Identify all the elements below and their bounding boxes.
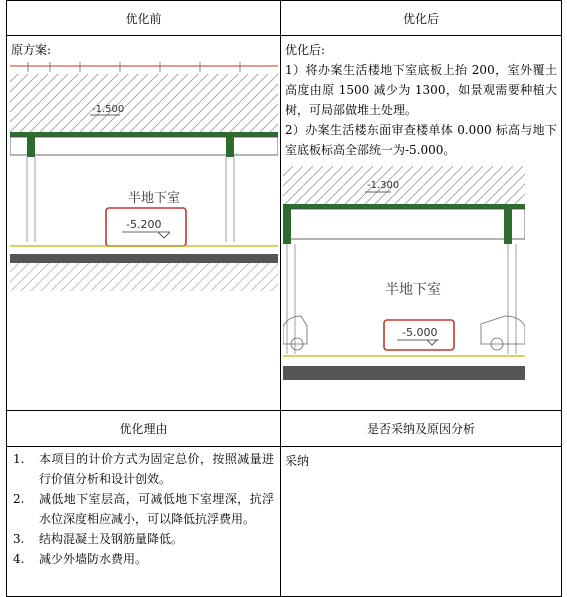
reason-item: 4. 减少外墙防水费用。 [13,552,148,566]
soil-cover-hatch [283,166,525,204]
header-row-top [7,1,562,36]
comparison-table [6,0,562,597]
after-elev-slab: -1.300 [367,180,400,191]
before-elev-slab: -1.500 [92,104,125,115]
reason-item: 1. 本项目的计价方式为固定总价，按照减量进行价值分析和设计创效。 [13,452,274,486]
before-room-name: 半地下室 [128,191,181,206]
car-right-icon [481,316,525,350]
before-section-drawing [10,62,278,292]
reason-cell [7,447,281,597]
column-left-top [27,132,35,157]
column-right-top [226,132,234,157]
drawing-row [7,36,562,411]
soil-cover-hatch [10,74,278,132]
reason-row [7,447,562,597]
reason-item: 2. 减低地下室层高，可减低地下室埋深，抗浮水位深度相应减小，可以降低抗浮费用。 [13,492,274,526]
before-elev-floor: -5.200 [126,218,162,231]
reason-item: 3. 结构混凝土及钢筋量降低。 [13,532,184,546]
adopt-cell [281,447,562,597]
header-row-bottom [7,411,562,447]
roof-slab [283,204,525,209]
after-room-name: 半地下室 [385,282,441,298]
after-elev-floor: -5.000 [402,326,438,339]
after-point-1: 1）将办案生活楼地下室底板上抬 200，室外覆土高度由原 1500 减少为 1300，如景观需要种植大树，可局部做堆土处理。 [285,63,557,117]
after-section-drawing [283,166,525,384]
header-after: 优化后 [281,1,562,36]
header-reason: 优化理由 [7,411,281,447]
roof-slab [10,132,278,137]
before-cell [7,36,281,411]
soil-below-hatch [10,263,278,291]
fence-marks [28,62,240,72]
header-before: 优化前 [7,1,281,36]
column-right-top [504,204,512,244]
after-label: 优化后: [285,43,326,57]
after-point-2: 2）办案生活楼东面审查楼单体 0.000 标高与地下室底板标高全部统一为-5.000。 [285,123,557,157]
adopt-text: 采纳 [285,454,310,468]
column-left-top [283,204,291,244]
after-cell [281,36,562,411]
floor-slab [10,254,278,263]
floor-slab [283,366,525,380]
header-adopt: 是否采纳及原因分析 [281,411,562,447]
reason-list [7,447,280,569]
before-label: 原方案: [11,43,52,57]
